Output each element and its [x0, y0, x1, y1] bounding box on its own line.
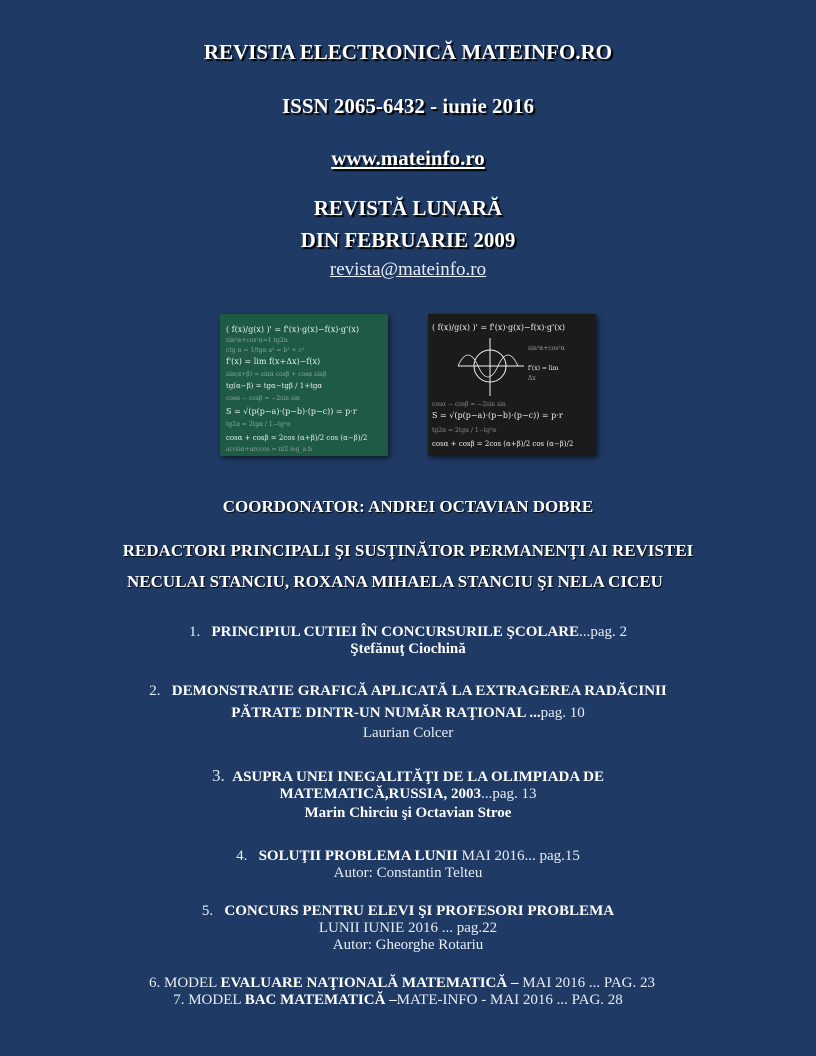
svg-text:f'(x) = lim: f'(x) = lim	[528, 365, 559, 372]
toc-item-3[interactable]: 3. ASUPRA UNEI INEGALITĂŢI DE LA OLIMPIADA DE	[212, 766, 604, 785]
toc-item-6[interactable]: 6. MODEL EVALUARE NAŢIONALĂ MATEMATICĂ – MAI 2016 ... PAG. 23	[148, 975, 656, 991]
formula-quotient: ( f(x)/g(x) )' = f'(x)·g(x)−f(x)·g'(x)	[226, 325, 359, 334]
toc-item-3-line2: MATEMATICĂ,RUSSIA, 2003...pag. 13	[279, 786, 537, 802]
toc-item-2-line2: PĂTRATE DINTR-UN NUMĂR RAŢIONAL ...pag. 10	[231, 705, 585, 721]
toc-item-4-author: Autor: Constantin Telteu	[333, 865, 483, 881]
formula-tangent: tg(α−β) = tgα−tgβ / 1+tgα	[226, 382, 323, 390]
svg-text:arcsin+arccos = π/2 log_a b: arcsin+arccos = π/2 log_a b	[226, 446, 312, 453]
issn-line: ISSN 2065-6432 - iunie 2016	[281, 94, 535, 118]
formula-quotient-dark: ( f(x)/g(x) )' = f'(x)·g(x)−f(x)·g'(x)	[432, 323, 565, 332]
toc-item-7[interactable]: 7. MODEL BAC MATEMATICĂ –MATE-INFO - MAI 2016 ... PAG. 28	[173, 992, 623, 1008]
formula-derivative: f'(x) = lim f(x+Δx)−f(x)	[226, 357, 321, 366]
svg-text:sin²α+cos²α: sin²α+cos²α	[528, 345, 565, 352]
since-label: DIN FEBRUARIE 2009	[300, 228, 516, 252]
svg-text:Δx: Δx	[528, 375, 536, 382]
monthly-label: REVISTĂ LUNARĂ	[313, 196, 503, 220]
email-link[interactable]: revista@mateinfo.ro	[329, 259, 487, 280]
toc-item-3-author: Marin Chirciu şi Octavian Stroe	[304, 805, 512, 821]
svg-text:ctg α = 1/tgα a² = b² + c²: ctg α = 1/tgα a² = b² + c²	[226, 347, 305, 354]
chalkboard-formulas-image-dark	[428, 314, 596, 456]
coordinator-line: COORDONATOR: ANDREI OCTAVIAN DOBRE	[222, 497, 594, 516]
formula-cos-sum-dark: cosα + cosβ = 2cos (α+β)/2 cos (α−β)/2	[432, 440, 574, 448]
formula-heron-dark: S = √(p(p−a)·(p−b)·(p−c)) = p·r	[432, 411, 563, 420]
svg-text:cosα − cosβ = −2sin sin: cosα − cosβ = −2sin sin	[432, 401, 506, 408]
svg-text:tg2α = 2tgα / 1−tg²α: tg2α = 2tgα / 1−tg²α	[226, 421, 291, 428]
toc-item-2[interactable]: 2. DEMONSTRATIE GRAFICĂ APLICATĂ LA EXTRAGEREA RADĂCINII	[149, 683, 667, 699]
formula-cos-sum: cosα + cosβ = 2cos (α+β)/2 cos (α−β)/2	[226, 434, 368, 442]
toc-item-4[interactable]: 4. SOLUŢII PROBLEMA LUNII MAI 2016... pag.15	[236, 848, 580, 864]
toc-item-1-author: Ştefănuţ Ciochină	[350, 641, 466, 657]
magazine-title: REVISTA ELECTRONICĂ MATEINFO.RO	[203, 40, 613, 64]
formula-heron: S = √(p(p−a)·(p−b)·(p−c)) = p·r	[226, 407, 357, 416]
toc-item-5-line2: LUNII IUNIE 2016 ... pag.22	[318, 920, 498, 936]
chalkboard-formulas-image-green	[220, 314, 388, 456]
svg-text:sin(α+β) = sinα cosβ + cosα si: sin(α+β) = sinα cosβ + cosα sinβ	[226, 371, 327, 378]
svg-text:sin²α+cos²α=1 tg2α: sin²α+cos²α=1 tg2α	[226, 337, 288, 344]
dark-board-bg	[428, 314, 596, 456]
toc-item-5-author: Autor: Gheorghe Rotariu	[332, 937, 484, 953]
toc-item-2-author: Laurian Colcer	[362, 725, 454, 741]
svg-text:tg2α = 2tgα / 1−tg²α: tg2α = 2tgα / 1−tg²α	[432, 427, 497, 434]
svg-text:cosα − cosβ = −2sin sin: cosα − cosβ = −2sin sin	[226, 395, 300, 402]
toc-item-5[interactable]: 5. CONCURS PENTRU ELEVI ŞI PROFESORI PROBLEMA	[201, 903, 615, 919]
editors-heading: REDACTORI PRINCIPALI ŞI SUSŢINĂTOR PERMANENŢI AI REVISTEI	[122, 541, 694, 560]
website-link[interactable]: www.mateinfo.ro	[331, 146, 485, 170]
editors-names: NECULAI STANCIU, ROXANA MIHAELA STANCIU ŞI NELA CICEU	[127, 572, 663, 591]
toc-item-1[interactable]: 1. PRINCIPIUL CUTIEI ÎN CONCURSURILE ŞCOLARE...pag. 2	[189, 624, 627, 640]
